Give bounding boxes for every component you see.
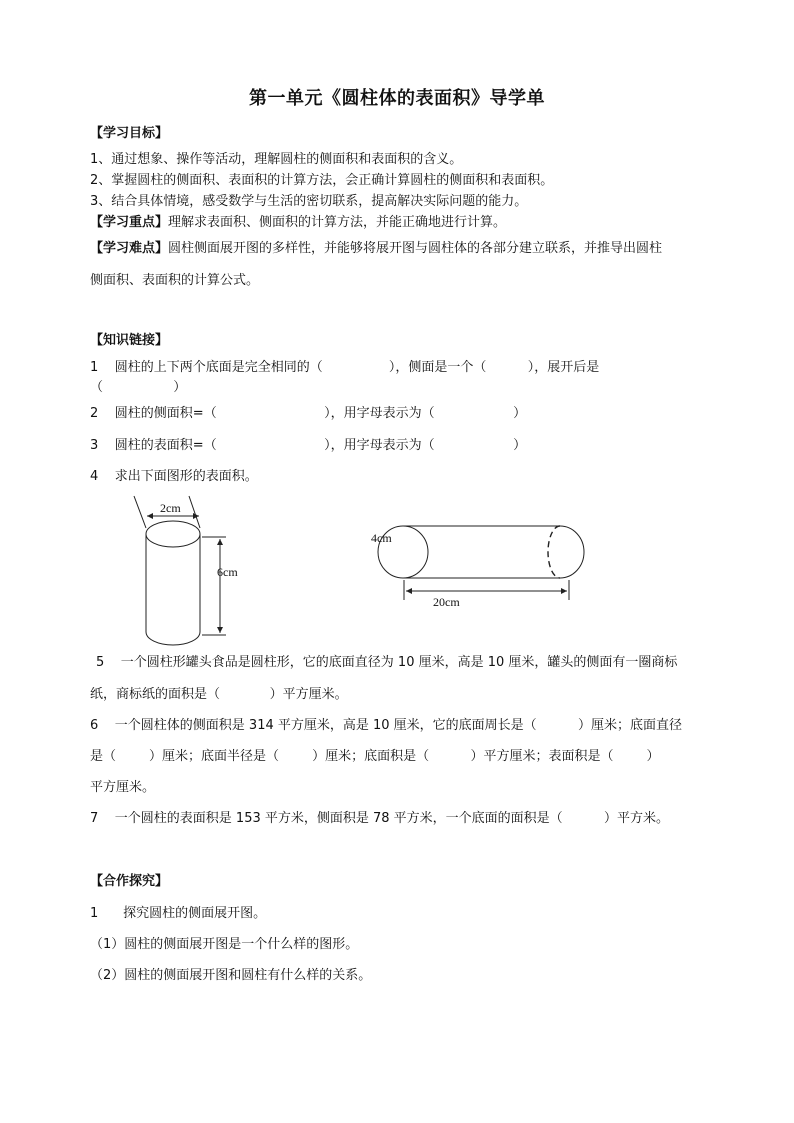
objective-item: 3、结合具体情境，感受数学与生活的密切联系，提高解决实际问题的能力。 xyxy=(90,194,528,209)
question-4: 4 求出下面图形的表面积。 xyxy=(90,469,258,484)
objectives-heading: 【学习目标】 xyxy=(90,126,169,141)
key-point-label: 【学习重点】 xyxy=(90,215,169,230)
fig1-diameter-label: 2cm xyxy=(160,501,181,515)
question-5-line1: 5 一个圆柱形罐头食品是圆柱形，它的底面直径为 10 厘米，高是 10 厘米，罐头的侧面有一圈商标 xyxy=(96,655,678,670)
page-title: 第一单元《圆柱体的表面积》导学单 xyxy=(249,88,545,109)
difficulty-text-line1: 圆柱侧面展开图的多样性，并能够将展开图与圆柱体的各部分建立联系，并推导出圆柱 xyxy=(168,241,663,256)
question-1-line1: 1 圆柱的上下两个底面是完全相同的（ ），侧面是一个（ ），展开后是 xyxy=(90,360,600,375)
question-7: 7 一个圆柱的表面积是 153 平方米，侧面积是 78 平方米，一个底面的面积是（ ）平方米。 xyxy=(90,811,670,826)
question-6-line1: 6 一个圆柱体的侧面积是 314 平方厘米，高是 10 厘米，它的底面周长是（ ）厘米；底面直径 xyxy=(90,718,683,733)
cylinder-figure-upright xyxy=(120,492,260,652)
question-2: 2 圆柱的侧面积=（ ），用字母表示为（ ） xyxy=(90,406,527,421)
cylinder-figure-horizontal xyxy=(365,518,605,618)
question-3: 3 圆柱的表面积=（ ），用字母表示为（ ） xyxy=(90,438,527,453)
objective-item: 2、掌握圆柱的侧面积、表面积的计算方法，会正确计算圆柱的侧面积和表面积。 xyxy=(90,173,554,188)
cooperation-sub-2: （2）圆柱的侧面展开图和圆柱有什么样的关系。 xyxy=(90,968,372,983)
difficulty-label: 【学习难点】 xyxy=(90,241,169,256)
question-5-line2: 纸，商标纸的面积是（ ）平方厘米。 xyxy=(90,687,348,702)
question-6-line3: 平方厘米。 xyxy=(90,780,156,795)
question-1-line2: （ ） xyxy=(90,380,187,395)
knowledge-heading: 【知识链接】 xyxy=(90,333,169,348)
question-6-line2: 是（ ）厘米；底面半径是（ ）厘米；底面积是（ ）平方厘米；表面积是（ ） xyxy=(90,749,660,764)
difficulty-text-line2: 侧面积、表面积的计算公式。 xyxy=(90,273,260,288)
key-point xyxy=(90,215,506,231)
cooperation-item-1: 1 探究圆柱的侧面展开图。 xyxy=(90,906,267,921)
cooperation-sub-1: （1）圆柱的侧面展开图是一个什么样的图形。 xyxy=(90,937,359,952)
fig2-diameter-label: 4cm xyxy=(371,531,392,545)
cooperation-heading: 【合作探究】 xyxy=(90,874,169,889)
difficulty xyxy=(90,241,662,257)
fig1-height-label: 6cm xyxy=(217,565,238,579)
key-point-text: 理解求表面积、侧面积的计算方法，并能正确地进行计算。 xyxy=(168,215,507,230)
objective-item: 1、通过想象、操作等活动，理解圆柱的侧面积和表面积的含义。 xyxy=(90,152,463,167)
fig2-length-label: 20cm xyxy=(433,595,460,609)
